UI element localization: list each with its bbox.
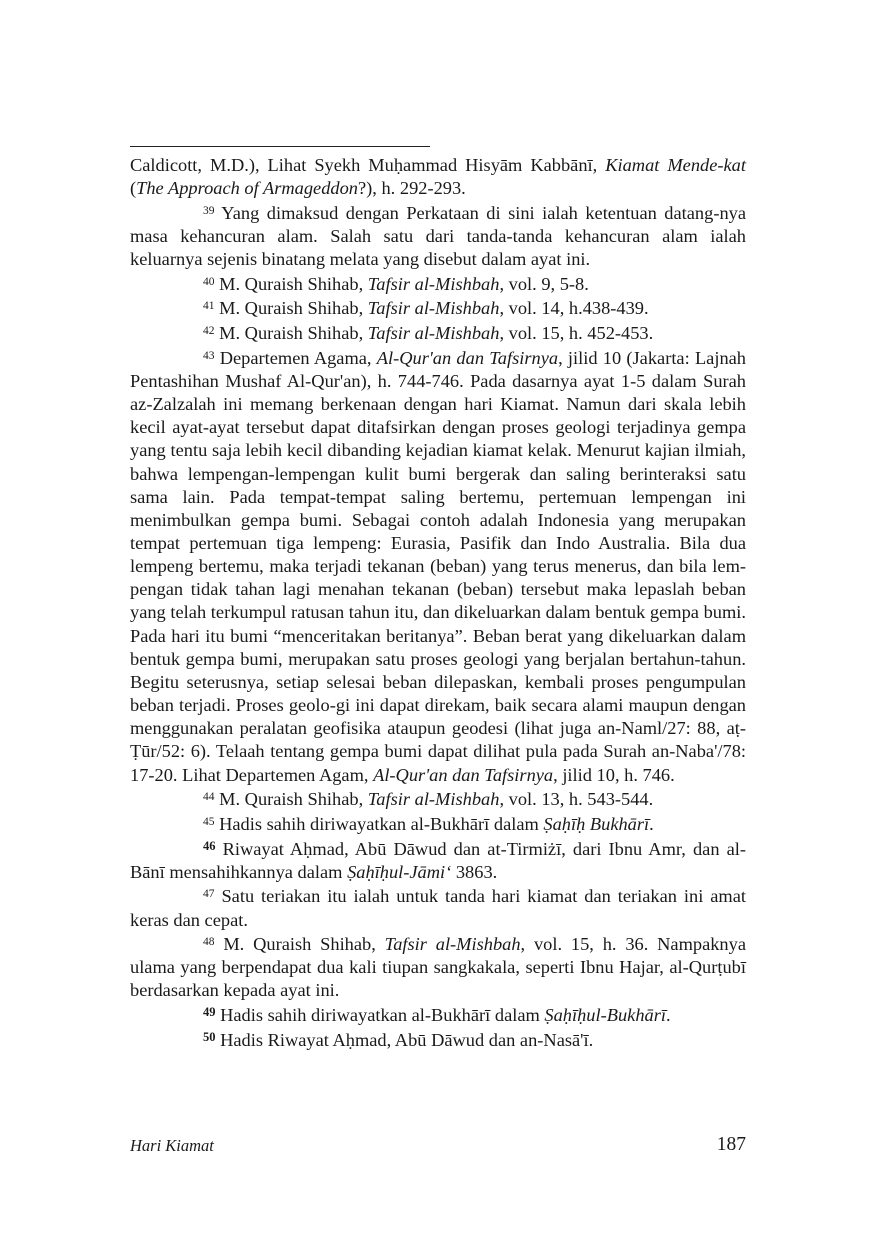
footnote-number: 41 [203,300,215,313]
footnote-text: Riwayat Aḥmad, Abū Dāwud dan at-Tirmiżī, dari Ibnu Amr, dan al-Bānī mensahihkannya dalam [130,838,746,882]
footnotes-section [130,154,746,1053]
footnote-text: . [649,813,654,834]
footnote-text: M. Quraish Shihab, [223,934,385,955]
footnote-42 [130,322,746,345]
footnote-continuation [130,154,746,200]
footnote-text: Departemen Agama, [219,347,377,368]
citation-title: Al-Qur'an dan Tafsirnya [373,764,554,785]
footnote-41 [130,297,746,320]
footnote-text: , vol. 15, h. 36. Nampaknya ulama yang berpendapat dua kali tiupan sangkakala, seperti Ibnu Hajar, al-Qurṭubī berdasarkan kepada ayat ini. [130,934,746,1001]
page-number: 187 [716,1134,746,1155]
footnote-text: . [665,1005,671,1026]
footnote-46 [130,838,746,884]
footnote-text: 3863. [451,861,498,882]
footnote-50 [130,1029,746,1052]
citation-title: Kiamat Mende-kat [605,155,746,175]
citation-title: Tafsir al-Mishbah [367,323,500,344]
footnote-text: Yang dimaksud dengan Perkataan di sini ialah ketentuan datang-nya masa kehancuran alam. Salah satu dari tanda-tanda kehancuran alam ialah keluarnya sejenis binatang melata yang disebut dalam ayat ini. [130,202,746,270]
footnote-number: 45 [203,815,215,828]
footnote-text: M. Quraish Shihab, [219,298,368,319]
citation-title: Ṣaḥīḥ Bukhārī [543,813,650,834]
footnote-text: M. Quraish Shihab, [219,273,368,294]
footnote-text: , jilid 10, h. 746. [553,764,675,785]
footnote-text: , vol. 9, 5-8. [499,273,589,294]
footnote-number: 40 [203,275,215,288]
footnote-39 [130,202,746,271]
footnote-text: , jilid 10 (Jakarta: Lajnah Pentashihan Mushaf Al-Qur'an), h. 744-746. Pada dasarnya ayat 1-5 dalam Surah az-Zalzalah ini memang berkenaan dengan hari Kiamat. Namun dari skala lebih kecil ayat-ayat tersebut dapat ditafsirkan dengan proses geologi terjadinya gempa yang tentu saja lebih kecil dibanding kejadian kiamat kelak. Menurut kajian ilmiah, bahwa lempengan-lempengan kulit bumi bergerak dan saling berinteraksi satu sama lain. Pada tempat-tempat saling bertemu, pertemuan lempengan ini menimbulkan gempa bumi. Sebagai contoh adalah Indonesia yang merupakan tempat pertemuan tiga lempeng: Eurasia, Pasifik dan Indo Australia. Bila dua lempeng bertemu, maka terjadi tekanan (beban) yang terus menerus, dan bila lem-pengan tidak tahan lagi menahan tekanan (beban) tersebut maka lepaslah beban yang telah terkumpul ratusan tahun itu, dan dikeluarkan dalam bentuk gempa bumi. Pada hari itu bumi “menceritakan beritanya”. Beban berat yang dikeluarkan dalam bentuk gempa bumi, merupakan satu proses geologi yang berjalan bertahun-tahun. Begitu seterusnya, setiap selesai beban dilepaskan, kembali proses pengumpulan beban terjadi. Proses geolo-gi ini dapat direkam, baik secara alami maupun dengan menggunakan peralatan geofisika ataupun geodesi (lihat juga an-Naml/27: 88, aṭ-Ṭūr/52: 6). Telaah tentang gempa bumi dapat dilihat pula pada Surah an-Naba'/78: 17-20. Lihat Departemen Agam, [130,347,746,785]
footnote-text: , vol. 13, h. 543-544. [499,789,654,810]
footnote-text: Satu teriakan itu ialah untuk tanda hari kiamat dan teriakan ini amat keras dan cepat. [130,886,746,930]
footnote-49 [130,1004,746,1027]
footnote-number: 49 [203,1005,216,1020]
footnote-44 [130,788,746,811]
citation-title: Ṣaḥīḥul-Bukhārī [544,1005,666,1026]
footnote-40 [130,273,746,296]
citation-title: Ṣaḥīḥul-Jāmi‘ [347,861,452,882]
footnote-text: ?), h. 292-293. [358,178,466,199]
footnote-number: 47 [203,888,215,901]
footnote-43 [130,347,746,787]
citation-title: Tafsir al-Mishbah [367,273,500,294]
footnote-number: 39 [203,204,215,217]
footnote-number: 43 [203,349,215,362]
footnote-text: Hadis sahih diriwayatkan al-Bukhārī dalam [219,813,544,834]
footnote-48 [130,933,746,1002]
citation-title: Tafsir al-Mishbah [367,298,500,319]
footnote-text: Caldicott, M.D.), Lihat Syekh Muḥammad Hisyām Kabbānī, [130,155,606,175]
footnote-number: 46 [203,838,216,853]
citation-title: The Approach of Armageddon [136,178,358,199]
footnote-text: M. Quraish Shihab, [219,323,368,344]
footnote-47 [130,885,746,931]
running-title: Hari Kiamat [130,1136,214,1155]
citation-title: Al-Qur'an dan Tafsirnya [376,347,559,368]
footnote-text: M. Quraish Shihab, [219,789,368,810]
footnote-number: 42 [203,325,215,338]
citation-title: Tafsir al-Mishbah [367,789,500,810]
citation-title: Tafsir al-Mishbah [384,934,521,955]
footnote-text: Hadis Riwayat Aḥmad, Abū Dāwud dan an-Nasā'ī. [220,1029,594,1050]
footnote-number: 48 [203,936,215,949]
footnote-text: , vol. 15, h. 452-453. [499,323,654,344]
footnote-separator-rule [130,146,430,147]
footnote-45 [130,813,746,836]
footnote-text: Hadis sahih diriwayatkan al-Bukhārī dalam [220,1005,545,1026]
footnote-text: ( [130,178,137,199]
footnote-number: 44 [203,791,215,804]
footnote-number: 50 [203,1029,216,1044]
footnote-text: , vol. 14, h.438-439. [499,298,649,319]
